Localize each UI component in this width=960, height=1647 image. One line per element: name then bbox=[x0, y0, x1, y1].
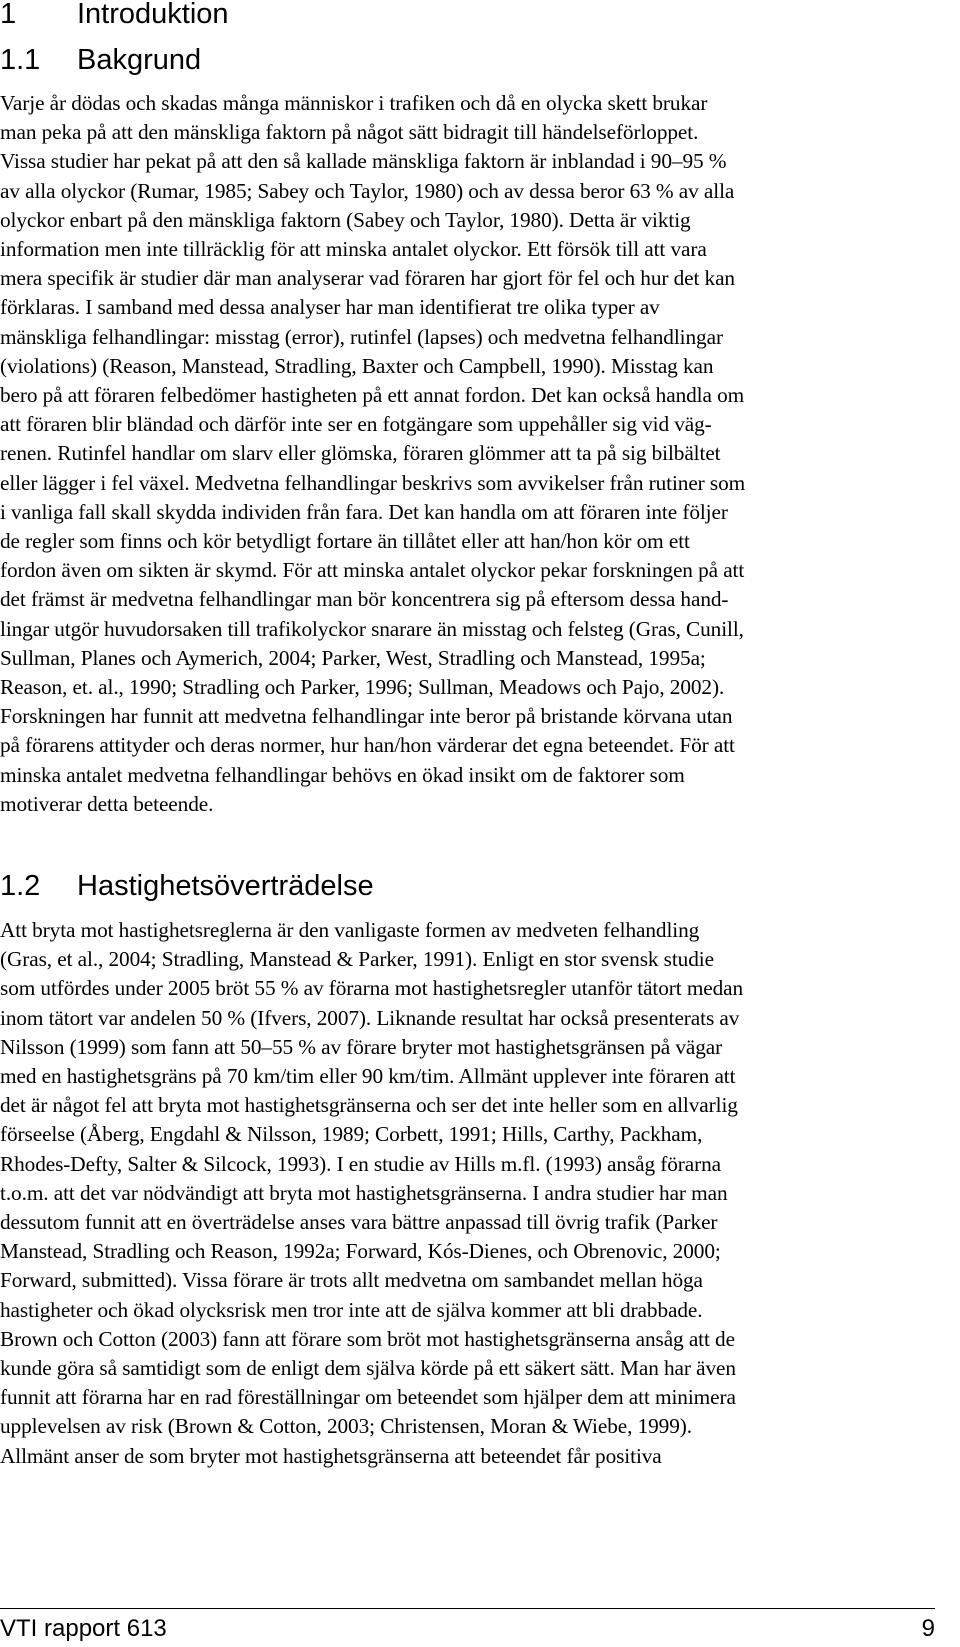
paragraph-line: mänskliga felhandlingar: misstag (error), rutinfel (lapses) och medvetna felhandlingar bbox=[0, 324, 723, 349]
paragraph-line: i vanliga fall skall skydda individen från fara. Det kan handla om att föraren inte följer bbox=[0, 499, 728, 524]
paragraph-line: Sullman, Planes och Aymerich, 2004; Parker, West, Stradling och Manstead, 1995a; bbox=[0, 645, 706, 670]
paragraph-line: information men inte tillräcklig för att minska antalet olyckor. Ett försök till att vara bbox=[0, 237, 707, 262]
section-title: Hastighetsöverträdelse bbox=[77, 870, 374, 902]
paragraph-line: olyckor enbart på den mänskliga faktorn (Sabey och Taylor, 1980). Detta är viktig bbox=[0, 207, 691, 232]
paragraph-line: minska antalet medvetna felhandlingar behövs en ökad insikt om de faktorer som bbox=[0, 762, 685, 787]
paragraph-line: Reason, et. al., 1990; Stradling och Parker, 1996; Sullman, Meadows och Pajo, 2002). bbox=[0, 675, 725, 700]
paragraph-line: man peka på att den mänskliga faktorn på något sätt bidragit till händelseförloppet. bbox=[0, 120, 699, 145]
paragraph-line: det är något fel att bryta mot hastighetsgränserna och ser det inte heller som en allvarlig bbox=[0, 1093, 738, 1118]
section-body-bakgrund bbox=[0, 89, 930, 819]
paragraph-line: inom tätort var andelen 50 % (Ifvers, 2007). Liknande resultat har också presenterats av bbox=[0, 1005, 740, 1030]
paragraph-line: kunde göra så samtidigt som de enligt dem själva körde på ett säkert sätt. Man har även bbox=[0, 1356, 736, 1381]
paragraph-line: Manstead, Stradling och Reason, 1992a; Forward, Kós-Dienes, och Obrenovic, 2000; bbox=[0, 1239, 721, 1264]
paragraph-line: upplevelsen av risk (Brown & Cotton, 2003; Christensen, Moran & Wiebe, 1999). bbox=[0, 1414, 692, 1439]
section-number: 1.1 bbox=[0, 44, 41, 76]
page-footer bbox=[0, 1608, 935, 1645]
paragraph-line: Att bryta mot hastighetsreglerna är den vanligaste formen av medveten felhandling bbox=[0, 918, 700, 942]
section-title: Bakgrund bbox=[77, 44, 202, 76]
paragraph-line: som utfördes under 2005 bröt 55 % av förarna mot hastighetsregler utanför tätort medan bbox=[0, 976, 744, 1001]
footer-page-number: 9 bbox=[921, 1615, 935, 1642]
chapter-number: 1 bbox=[0, 0, 17, 30]
paragraph-line: av alla olyckor (Rumar, 1985; Sabey och Taylor, 1980) och av dessa beror 63 % av alla bbox=[0, 178, 735, 203]
paragraph-line: funnit att förarna har en rad föreställningar om beteendet som hjälper dem att minimera bbox=[0, 1385, 736, 1410]
paragraph-line: förklaras. I samband med dessa analyser har man identifierat tre olika typer av bbox=[0, 295, 660, 320]
paragraph-line: Allmänt anser de som bryter mot hastighetsgränserna att beteendet får positiva bbox=[0, 1443, 662, 1468]
section-heading-hastighet bbox=[0, 866, 374, 906]
paragraph-line: det främst är medvetna felhandlingar man bör koncentrera sig på eftersom dessa hand- bbox=[0, 587, 729, 612]
paragraph-line: Nilsson (1999) som fann att 50–55 % av förare bryter mot hastighetsgränsen på vägar bbox=[0, 1034, 723, 1059]
chapter-title: Introduktion bbox=[77, 0, 229, 30]
paragraph-line: renen. Rutinfel handlar om slarv eller glömska, föraren glömmer att ta på sig bilbältet bbox=[0, 441, 721, 466]
paragraph-line: t.o.m. att det var nödvändigt att bryta mot hastighetsgränserna. I andra studier har man bbox=[0, 1180, 728, 1205]
section-body-hastighet bbox=[0, 916, 930, 1471]
paragraph-line: fordon även om sikten är skymd. För att minska antalet olyckor pekar forskningen på att bbox=[0, 558, 745, 583]
paragraph-line: Brown och Cotton (2003) fann att förare som bröt mot hastighetsgränserna ansåg att de bbox=[0, 1326, 735, 1351]
paragraph-line: motiverar detta beteende. bbox=[0, 791, 214, 816]
paragraph-line: mera specifik är studier där man analyserar vad föraren har gjort för fel och hur det kan bbox=[0, 266, 735, 291]
chapter-heading bbox=[0, 0, 229, 34]
paragraph-line: (violations) (Reason, Manstead, Stradling, Baxter och Campbell, 1990). Misstag kan bbox=[0, 353, 714, 378]
paragraph-line: Vissa studier har pekat på att den så kallade mänskliga faktorn är inblandad i 90–95 % bbox=[0, 149, 727, 174]
section-number: 1.2 bbox=[0, 870, 41, 902]
paragraph-line: Varje år dödas och skadas många människor i trafiken och då en olycka skett brukar bbox=[0, 91, 708, 115]
section-heading-bakgrund bbox=[0, 40, 201, 80]
paragraph-line: de regler som finns och kör betydligt fortare än tillåtet eller att han/hon kör om ett bbox=[0, 529, 690, 554]
paragraph-line: förseelse (Åberg, Engdahl & Nilsson, 1989; Corbett, 1991; Hills, Carthy, Packham, bbox=[0, 1122, 703, 1147]
paragraph-line: eller lägger i fel växel. Medvetna felhandlingar beskrivs som avvikelser från rutiner som bbox=[0, 470, 746, 495]
paragraph-line: bero på att föraren felbedömer hastigheten på ett annat fordon. Det kan också handla om bbox=[0, 383, 745, 408]
paragraph-line: hastigheter och ökad olycksrisk men tror inte att de själva kommer att bli drabbade. bbox=[0, 1297, 703, 1322]
paragraph-line: att föraren blir bländad och därför inte ser en fotgängare som uppehåller sig vid väg- bbox=[0, 412, 712, 437]
paragraph-line: med en hastighetsgräns på 70 km/tim eller 90 km/tim. Allmänt upplever inte föraren att bbox=[0, 1064, 736, 1089]
paragraph-line: Rhodes-Defty, Salter & Silcock, 1993). I en studie av Hills m.fl. (1993) ansåg förarna bbox=[0, 1151, 722, 1176]
footer-report-label: VTI rapport 613 bbox=[0, 1615, 167, 1642]
paragraph-line: lingar utgör huvudorsaken till trafikolyckor snarare än misstag och felsteg (Gras, Cunill, bbox=[0, 616, 744, 641]
paragraph-line: (Gras, et al., 2004; Stradling, Manstead & Parker, 1991). Enligt en stor svensk studie bbox=[0, 947, 714, 972]
paragraph-line: Forskningen har funnit att medvetna felhandlingar inte beror på bristande körvana utan bbox=[0, 704, 733, 729]
paragraph-line: på förarens attityder och deras normer, hur han/hon värderar det egna beteendet. För att bbox=[0, 733, 735, 758]
paragraph-line: dessutom funnit att en överträdelse anses vara bättre anpassad till övrig trafik (Parker bbox=[0, 1210, 718, 1235]
paragraph-line: Forward, submitted). Vissa förare är trots allt medvetna om sambandet mellan höga bbox=[0, 1268, 703, 1293]
